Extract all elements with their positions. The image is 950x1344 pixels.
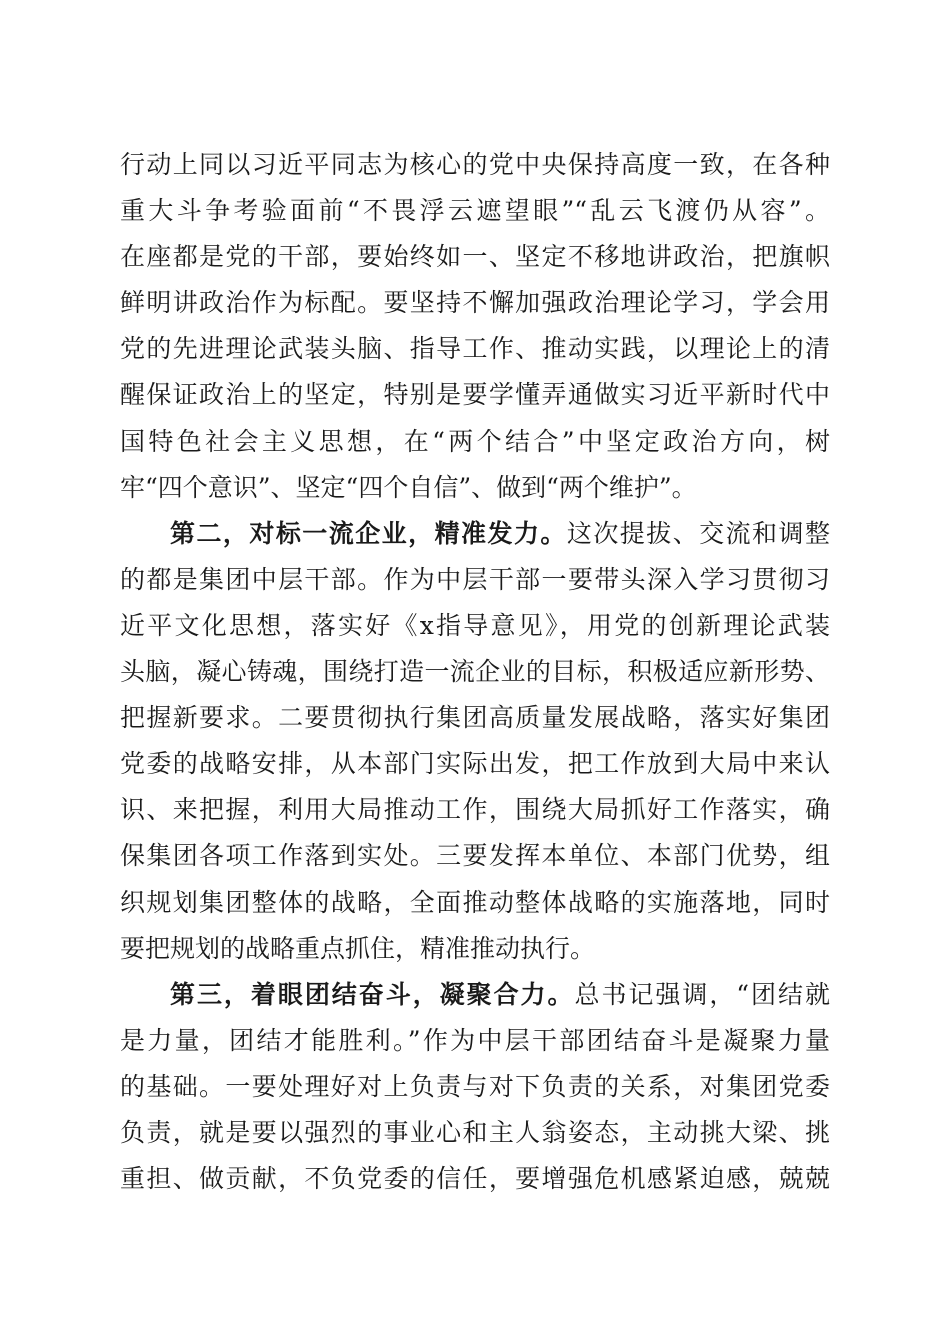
text-line: 负责，就是要以强烈的事业心和主人翁姿态，主动挑大梁、挑	[120, 1117, 830, 1147]
text-line: 党委的战略安排，从本部门实际出发，把工作放到大局中来认	[120, 749, 830, 779]
text-line: 牢“四个意识”、坚定“四个自信”、做到“两个维护”。	[120, 472, 697, 502]
paragraph-heading: 第二，对标一流企业，精准发力。	[170, 518, 567, 548]
text-line: 行动上同以习近平同志为核心的党中央保持高度一致，在各种	[120, 150, 830, 179]
text-line: 近平文化思想，落实好《x指导意见》，用党的创新理论武装	[120, 610, 830, 640]
text-line: 的基础。一要处理好对上负责与对下负责的关系，对集团党委	[120, 1071, 830, 1101]
text-line: 党的先进理论武装头脑、指导工作、推动实践，以理论上的清	[120, 334, 830, 364]
text-line: 国特色社会主义思想，在“两个结合”中坚定政治方向，树	[120, 426, 830, 456]
text-line: 在座都是党的干部，要始终如一、坚定不移地讲政治，把旗帜	[120, 242, 830, 272]
text-line: 头脑，凝心铸魂，围绕打造一流企业的目标，积极适应新形势、	[120, 657, 830, 687]
paragraph-text: 总书记强调，“团结就	[574, 979, 830, 1009]
text-line: 重担、做贡献，不负党委的信任，要增强危机感紧迫感，兢兢	[120, 1164, 830, 1194]
text-line: 要把规划的战略重点抓住，精准推动执行。	[120, 933, 596, 963]
text-line: 识、来把握，利用大局推动工作，围绕大局抓好工作落实，确	[120, 795, 830, 825]
paragraph-heading: 第三，着眼团结奋斗，凝聚合力。	[170, 979, 575, 1009]
text-line: 重大斗争考验面前“不畏浮云遮望眼”“乱云飞渡仍从容”。	[120, 196, 830, 226]
paragraph-text: 这次提拔、交流和调整	[566, 518, 830, 548]
text-line: 鲜明讲政治作为标配。要坚持不懈加强政治理论学习，学会用	[120, 288, 830, 318]
paragraph-first-line	[120, 511, 830, 557]
paragraph-first-line	[120, 972, 830, 1018]
text-line: 保集团各项工作落到实处。三要发挥本单位、本部门优势，组	[120, 841, 830, 871]
text-line: 是力量，团结才能胜利。”作为中层干部团结奋斗是凝聚力量	[120, 1025, 830, 1055]
text-line: 的都是集团中层干部。作为中层干部一要带头深入学习贯彻习	[120, 564, 830, 594]
text-line: 织规划集团整体的战略，全面推动整体战略的实施落地，同时	[120, 887, 830, 917]
text-line: 醒保证政治上的坚定，特别是要学懂弄通做实习近平新时代中	[120, 380, 830, 410]
document-body	[120, 142, 830, 1202]
text-line: 把握新要求。二要贯彻执行集团高质量发展战略，落实好集团	[120, 703, 830, 733]
